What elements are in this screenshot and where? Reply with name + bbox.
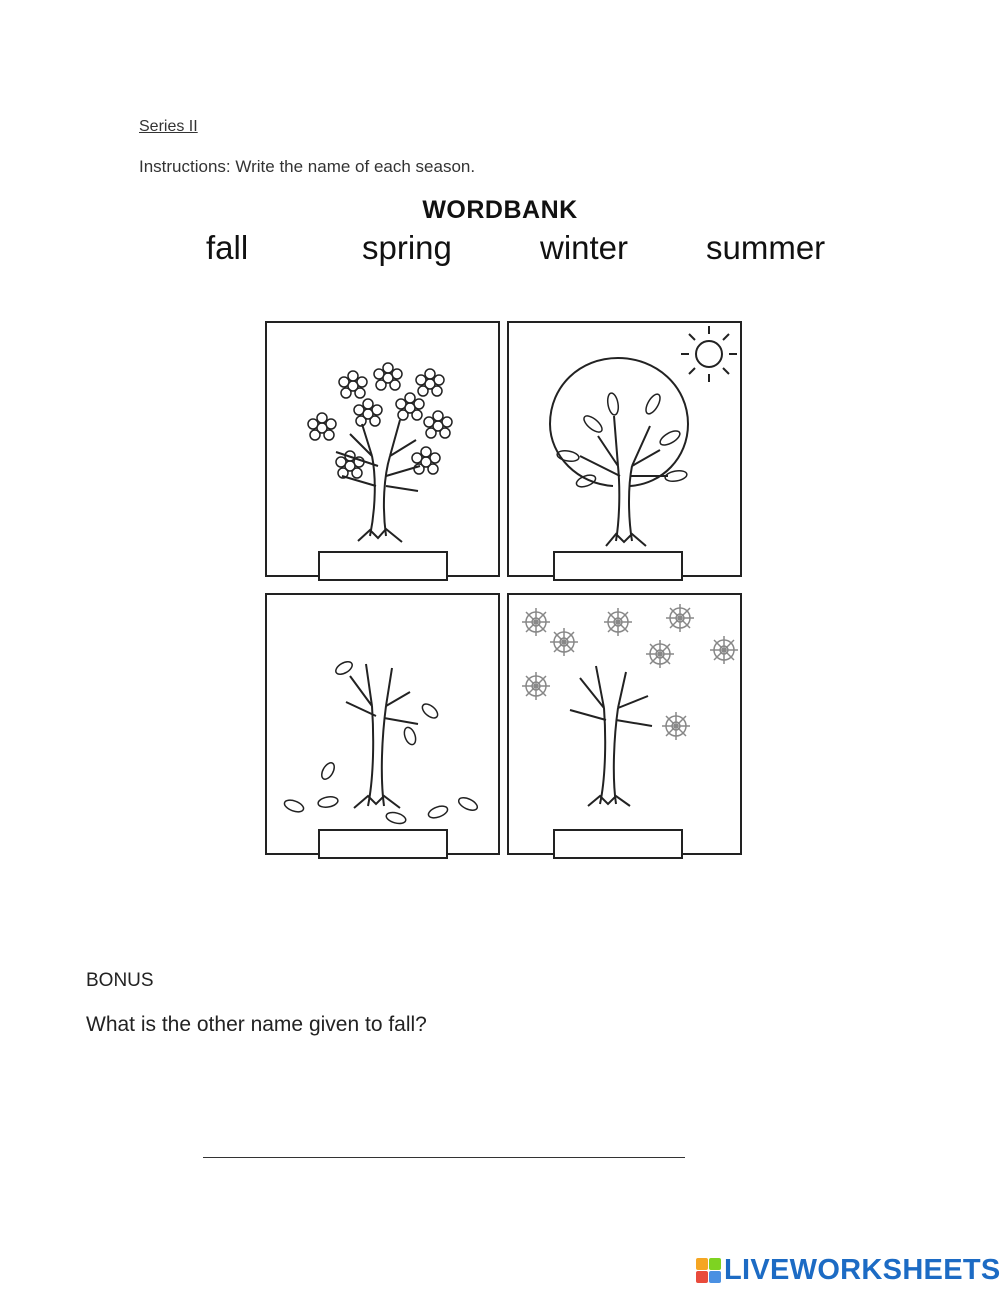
fall-panel-frame — [266, 594, 499, 854]
liveworksheets-logo — [696, 1254, 1000, 1287]
fall-answer-box[interactable] — [318, 829, 448, 859]
liveworksheets-mark-icon — [696, 1258, 722, 1284]
seasons-illustration — [258, 316, 748, 868]
wordbank-word-summer: summer — [706, 229, 826, 266]
flowering-tree-icon — [308, 363, 452, 542]
wordbank-word-winter: winter — [540, 229, 629, 266]
falling-leaves-tree-icon — [283, 659, 479, 825]
bonus-label: BONUS — [86, 970, 154, 991]
instructions-text: Instructions: Write the name of each season. — [139, 157, 476, 176]
bonus-answer-line[interactable] — [203, 1157, 685, 1158]
winter-answer-box[interactable] — [553, 829, 683, 859]
wordbank-word-spring: spring — [362, 229, 452, 266]
liveworksheets-wordmark: LIVEWORKSHEETS — [724, 1254, 1000, 1286]
series-label: Series II — [139, 118, 198, 135]
leafy-tree-sun-icon — [550, 326, 737, 546]
wordbank-title: WORDBANK — [422, 196, 578, 224]
winter-panel-frame — [508, 594, 741, 854]
bonus-question: What is the other name given to fall? — [86, 1013, 427, 1036]
wordbank-word-fall: fall — [206, 229, 249, 266]
summer-panel-frame — [508, 322, 741, 576]
spring-answer-box[interactable] — [318, 551, 448, 581]
bare-tree-snowflakes-icon — [522, 604, 738, 806]
summer-answer-box[interactable] — [553, 551, 683, 581]
spring-panel-frame — [266, 322, 499, 576]
